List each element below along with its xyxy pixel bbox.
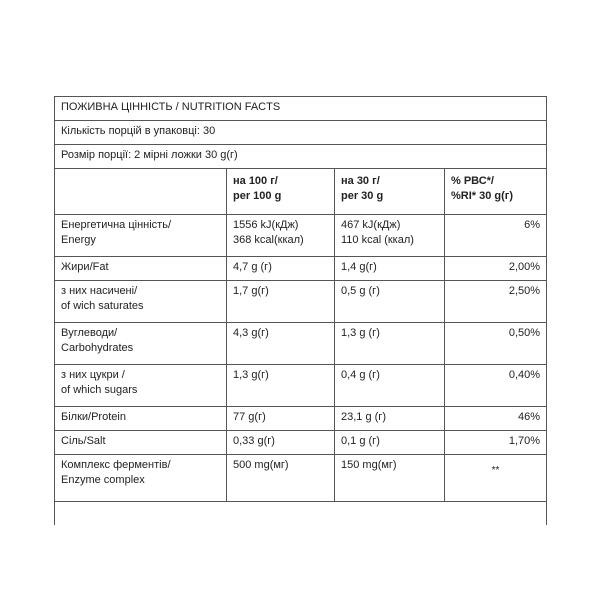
row-ri: 0,50%	[445, 323, 547, 365]
row-per-100: 77 g(г)	[227, 407, 335, 431]
serving-size-row	[55, 145, 547, 169]
row-per-30: 0,5 g (г)	[335, 281, 445, 323]
row-label-line1: Комплекс ферментів/	[61, 459, 171, 471]
row-per-30: 150 mg(мг)	[335, 455, 445, 502]
row-label-line1: Вуглеводи/	[61, 327, 118, 339]
row-per-100-line2: 368 kcal(ккал)	[233, 234, 304, 246]
header-per-100-line1: на 100 г/	[233, 175, 278, 187]
row-per-100-line1: 1556 kJ(кДж)	[233, 219, 299, 231]
row-per-100	[227, 215, 335, 257]
header-per-30-line2: per 30 g	[341, 190, 384, 202]
title-row	[55, 97, 547, 121]
header-ri-line1: % РВС*/	[451, 175, 494, 187]
row-per-100: 500 mg(мг)	[227, 455, 335, 502]
table-row	[55, 215, 547, 257]
row-per-100: 4,7 g (г)	[227, 257, 335, 281]
serving-size: Розмір порції: 2 мірні ложки 30 g(г)	[55, 145, 547, 169]
row-per-30: 1,3 g (г)	[335, 323, 445, 365]
servings-row	[55, 121, 547, 145]
row-ri: 2,50%	[445, 281, 547, 323]
nutrition-facts-table	[54, 96, 547, 525]
row-per-100: 1,7 g(г)	[227, 281, 335, 323]
row-label-line2: of wich saturates	[61, 300, 144, 312]
row-label-line2: of which sugars	[61, 384, 138, 396]
header-empty-cell	[55, 169, 227, 215]
header-ri-line2: %RI* 30 g(г)	[451, 190, 514, 202]
row-ri: 6%	[445, 215, 547, 257]
header-per-100	[227, 169, 335, 215]
row-label-line1: Енергетична цінність/	[61, 219, 171, 231]
column-header-row	[55, 169, 547, 215]
row-ri-footnote-mark: **	[445, 455, 547, 502]
header-per-30	[335, 169, 445, 215]
table-row	[55, 407, 547, 431]
empty-cell	[55, 502, 547, 526]
row-per-100: 4,3 g(г)	[227, 323, 335, 365]
row-label	[55, 215, 227, 257]
table-bottom-empty-row	[55, 502, 547, 526]
row-label	[55, 365, 227, 407]
servings-per-pack: Кількість порцій в упаковці: 30	[55, 121, 547, 145]
row-label-line1: з них насичені/	[61, 285, 138, 297]
table-row	[55, 455, 547, 502]
row-per-30: 0,4 g (г)	[335, 365, 445, 407]
row-per-30	[335, 215, 445, 257]
table-row	[55, 281, 547, 323]
row-ri: 0,40%	[445, 365, 547, 407]
header-per-100-line2: per 100 g	[233, 190, 282, 202]
row-label: Сіль/Salt	[55, 431, 227, 455]
row-label	[55, 323, 227, 365]
row-label-line1: з них цукри /	[61, 369, 125, 381]
row-per-30: 0,1 g (г)	[335, 431, 445, 455]
table-row	[55, 365, 547, 407]
row-label-line2: Carbohydrates	[61, 342, 134, 354]
row-per-30: 23,1 g (г)	[335, 407, 445, 431]
row-label	[55, 455, 227, 502]
table-row	[55, 257, 547, 281]
table-row	[55, 431, 547, 455]
row-label-line2: Energy	[61, 234, 96, 246]
row-ri: 2,00%	[445, 257, 547, 281]
table-row	[55, 323, 547, 365]
header-ri	[445, 169, 547, 215]
row-label: Білки/Protein	[55, 407, 227, 431]
row-per-100: 0,33 g(г)	[227, 431, 335, 455]
header-per-30-line1: на 30 г/	[341, 175, 380, 187]
row-per-30: 1,4 g(г)	[335, 257, 445, 281]
table-title: ПОЖИВНА ЦІННІСТЬ / NUTRITION FACTS	[55, 97, 547, 121]
row-per-30-line1: 467 kJ(кДж)	[341, 219, 401, 231]
row-per-30-line2: 110 kcal (ккал)	[341, 234, 414, 246]
row-ri: 1,70%	[445, 431, 547, 455]
row-per-100: 1,3 g(г)	[227, 365, 335, 407]
row-label	[55, 281, 227, 323]
row-label: Жири/Fat	[55, 257, 227, 281]
row-label-line2: Enzyme complex	[61, 474, 145, 486]
row-ri: 46%	[445, 407, 547, 431]
